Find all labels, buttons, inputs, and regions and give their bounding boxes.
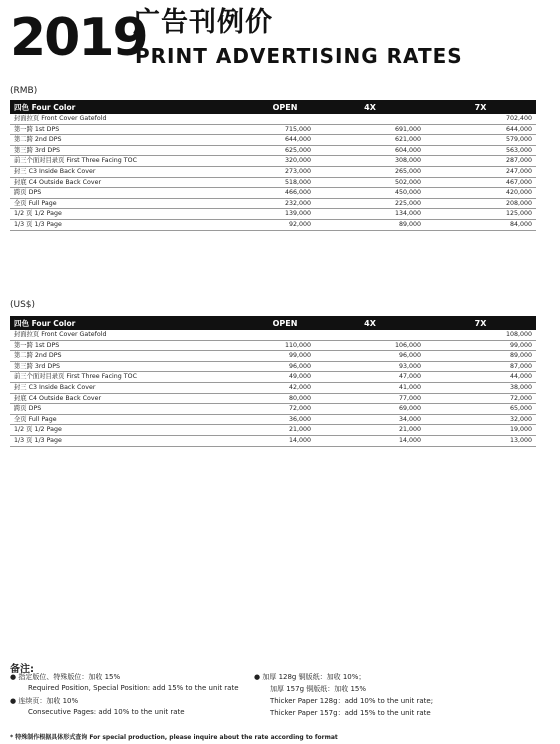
table-row	[10, 166, 536, 177]
row-label: 1/2 页 1/2 Page	[10, 209, 255, 220]
rate-cell: 518,000	[255, 177, 315, 188]
rate-cell: 450,000	[315, 188, 425, 199]
row-label: 跨页 DPS	[10, 188, 255, 199]
row-label: 封三 C3 Inside Back Cover	[10, 382, 255, 393]
row-label: 封三 C3 Inside Back Cover	[10, 166, 255, 177]
note-text: Thicker Paper 157g：add 15% to the unit rate	[270, 709, 431, 717]
row-label: 封面拉页 Front Cover Gatefold	[10, 114, 255, 124]
note-text: 连续页：加收 10%	[18, 697, 79, 705]
table-row	[10, 135, 536, 146]
row-label: 全页 Full Page	[10, 198, 255, 209]
rate-cell	[255, 114, 315, 124]
rate-cell: 47,000	[315, 372, 425, 383]
table-row	[10, 177, 536, 188]
rate-table-rmb	[10, 100, 536, 231]
rate-cell: 466,000	[255, 188, 315, 199]
row-label: 1/3 页 1/3 Page	[10, 219, 255, 230]
currency-label-rmb: (RMB)	[10, 86, 38, 96]
table-row	[10, 372, 536, 383]
rate-cell: 96,000	[315, 351, 425, 362]
year-title: 2019	[10, 8, 147, 68]
note-text: 加厚 128g 铜版纸：加收 10%；	[262, 673, 366, 681]
rate-cell: 99,000	[255, 351, 315, 362]
row-label: 第三跨 3rd DPS	[10, 361, 255, 372]
footer-note: * 特殊制作根据具体形式查询 For special production, please inquire about the rate according to format	[10, 734, 338, 741]
rate-cell: 604,000	[315, 145, 425, 156]
column-header-label: 四色 Four Color	[10, 100, 255, 114]
note-right-3	[270, 708, 431, 718]
bullet-icon: ●	[254, 673, 261, 681]
header	[10, 6, 550, 66]
rate-cell: 32,000	[425, 414, 536, 425]
rate-cell: 38,000	[425, 382, 536, 393]
rate-cell: 77,000	[315, 393, 425, 404]
table-row	[10, 219, 536, 230]
table-row	[10, 435, 536, 446]
rate-cell: 420,000	[425, 188, 536, 199]
rate-cell: 89,000	[425, 351, 536, 362]
table-row	[10, 425, 536, 436]
table-row	[10, 114, 536, 124]
row-label: 跨页 DPS	[10, 404, 255, 415]
table-row	[10, 404, 536, 415]
column-header-open: OPEN	[255, 100, 315, 114]
table-row	[10, 209, 536, 220]
rate-cell: 621,000	[315, 135, 425, 146]
rate-cell: 14,000	[255, 435, 315, 446]
rate-cell: 65,000	[425, 404, 536, 415]
rate-cell: 715,000	[255, 124, 315, 135]
notes-title: 备注:	[10, 664, 34, 675]
row-label: 封底 C4 Outside Back Cover	[10, 393, 255, 404]
column-header-4x: 4X	[315, 100, 425, 114]
rate-table-usd	[10, 316, 536, 447]
rate-cell: 99,000	[425, 340, 536, 351]
table-header-row	[10, 316, 536, 330]
rate-cell: 308,000	[315, 156, 425, 167]
table-row	[10, 145, 536, 156]
rate-cell: 42,000	[255, 382, 315, 393]
table-header-row	[10, 100, 536, 114]
rate-cell: 41,000	[315, 382, 425, 393]
rate-cell: 96,000	[255, 361, 315, 372]
note-text: Required Position, Special Position: add 15% to the unit rate	[28, 684, 239, 692]
note-right-1	[270, 684, 366, 694]
rate-cell: 691,000	[315, 124, 425, 135]
row-label: 第三跨 3rd DPS	[10, 145, 255, 156]
rate-cell: 287,000	[425, 156, 536, 167]
rate-cell: 93,000	[315, 361, 425, 372]
rate-cell: 579,000	[425, 135, 536, 146]
rate-cell: 89,000	[315, 219, 425, 230]
rate-cell: 14,000	[315, 435, 425, 446]
title-chinese: 广告刊例价	[133, 7, 273, 38]
rate-cell: 49,000	[255, 372, 315, 383]
rate-cell: 139,000	[255, 209, 315, 220]
rate-cell: 84,000	[425, 219, 536, 230]
rate-cell: 72,000	[255, 404, 315, 415]
row-label: 1/3 页 1/3 Page	[10, 435, 255, 446]
row-label: 第一跨 1st DPS	[10, 124, 255, 135]
note-left-3	[28, 708, 185, 716]
rate-cell: 265,000	[315, 166, 425, 177]
rate-cell	[315, 330, 425, 340]
table-row	[10, 156, 536, 167]
row-label: 第一跨 1st DPS	[10, 340, 255, 351]
currency-label-usd: (US$)	[10, 300, 36, 310]
rate-cell: 19,000	[425, 425, 536, 436]
rate-cell: 13,000	[425, 435, 536, 446]
row-label: 前三个面对目录页 First Three Facing TOC	[10, 156, 255, 167]
row-label: 封底 C4 Outside Back Cover	[10, 177, 255, 188]
rate-cell: 21,000	[255, 425, 315, 436]
note-text: Consecutive Pages: add 10% to the unit rate	[28, 708, 185, 716]
note-left-2	[10, 696, 78, 706]
rate-cell: 92,000	[255, 219, 315, 230]
note-text: Thicker Paper 128g：add 10% to the unit rate;	[270, 697, 434, 705]
bullet-icon: ●	[10, 697, 17, 705]
rate-cell: 320,000	[255, 156, 315, 167]
table-row	[10, 382, 536, 393]
rate-cell: 69,000	[315, 404, 425, 415]
rate-cell: 644,000	[255, 135, 315, 146]
rate-cell: 87,000	[425, 361, 536, 372]
table-row	[10, 351, 536, 362]
table-row	[10, 414, 536, 425]
table-row	[10, 361, 536, 372]
column-header-7x: 7X	[425, 316, 536, 330]
rate-cell: 134,000	[315, 209, 425, 220]
table-row	[10, 124, 536, 135]
column-header-label: 四色 Four Color	[10, 316, 255, 330]
rate-cell: 644,000	[425, 124, 536, 135]
column-header-open: OPEN	[255, 316, 315, 330]
rate-cell: 106,000	[315, 340, 425, 351]
note-text: 指定版位、特殊版位：加收 15%	[18, 673, 121, 681]
rate-cell: 125,000	[425, 209, 536, 220]
rate-cell: 208,000	[425, 198, 536, 209]
column-header-4x: 4X	[315, 316, 425, 330]
rate-cell: 110,000	[255, 340, 315, 351]
table-row	[10, 330, 536, 340]
row-label: 全页 Full Page	[10, 414, 255, 425]
rate-cell: 247,000	[425, 166, 536, 177]
rate-cell: 502,000	[315, 177, 425, 188]
rate-cell: 34,000	[315, 414, 425, 425]
rate-cell: 702,400	[425, 114, 536, 124]
bullet-icon: ●	[10, 673, 17, 681]
row-label: 第二跨 2nd DPS	[10, 135, 255, 146]
note-right-2	[270, 696, 433, 706]
rate-cell: 467,000	[425, 177, 536, 188]
rate-cell: 232,000	[255, 198, 315, 209]
rate-cell: 225,000	[315, 198, 425, 209]
rate-cell: 21,000	[315, 425, 425, 436]
table-row	[10, 393, 536, 404]
table-row	[10, 340, 536, 351]
note-left-1	[28, 684, 239, 692]
rate-cell	[255, 330, 315, 340]
rate-cell: 625,000	[255, 145, 315, 156]
row-label: 封面拉页 Front Cover Gatefold	[10, 330, 255, 340]
rate-cell	[315, 114, 425, 124]
table-row	[10, 198, 536, 209]
row-label: 第二跨 2nd DPS	[10, 351, 255, 362]
title-english: PRINT ADVERTISING RATES	[135, 44, 463, 68]
table-row	[10, 188, 536, 199]
rate-cell: 108,000	[425, 330, 536, 340]
note-left-0	[10, 672, 120, 682]
rate-cell: 273,000	[255, 166, 315, 177]
note-right-0	[254, 672, 365, 682]
rate-cell: 72,000	[425, 393, 536, 404]
row-label: 前三个面对目录页 First Three Facing TOC	[10, 372, 255, 383]
rate-cell: 36,000	[255, 414, 315, 425]
rate-cell: 80,000	[255, 393, 315, 404]
row-label: 1/2 页 1/2 Page	[10, 425, 255, 436]
column-header-7x: 7X	[425, 100, 536, 114]
rate-cell: 44,000	[425, 372, 536, 383]
note-text: 加厚 157g 铜版纸：加收 15%	[270, 685, 367, 693]
rate-cell: 563,000	[425, 145, 536, 156]
